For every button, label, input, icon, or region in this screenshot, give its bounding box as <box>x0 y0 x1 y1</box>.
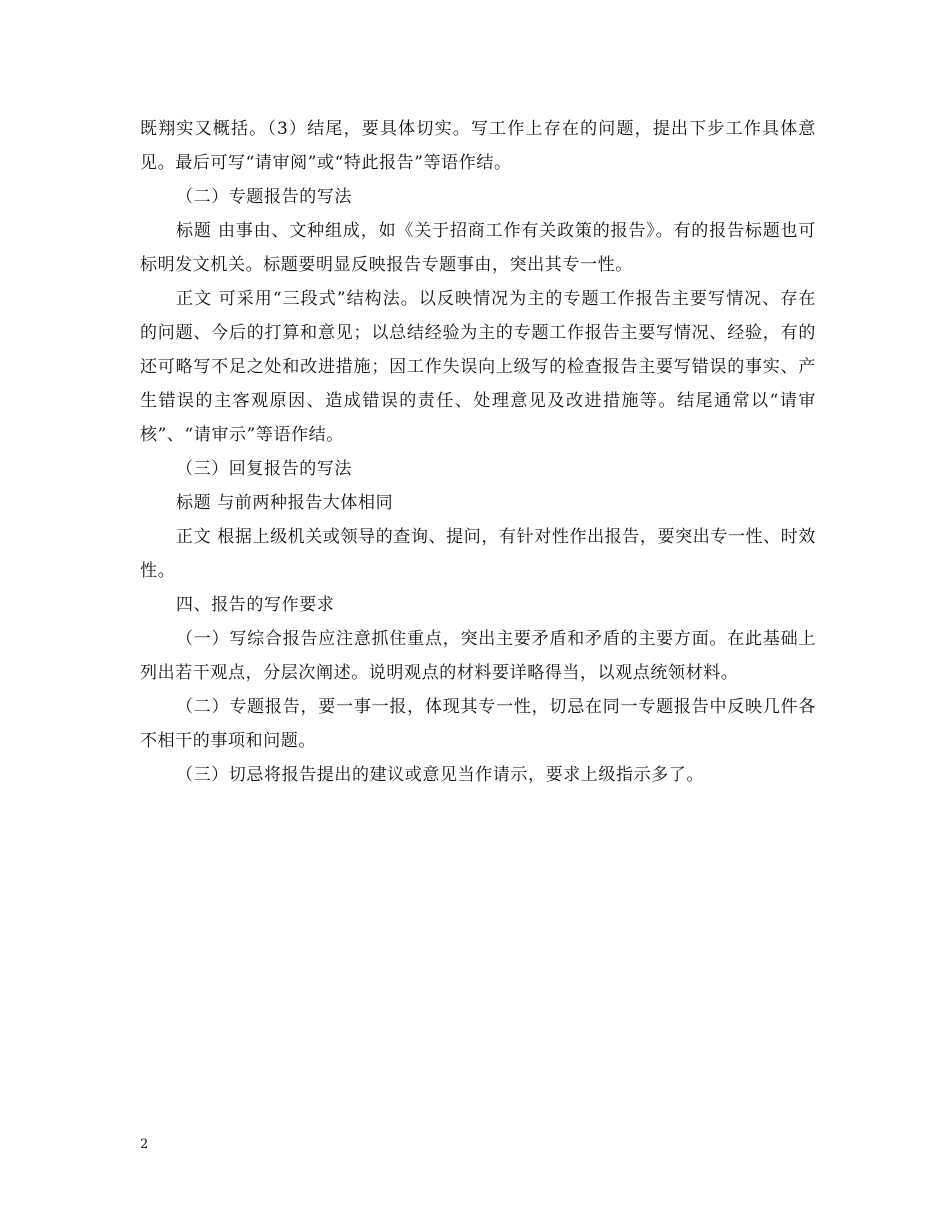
paragraph-reply-title: 标题 与前两种报告大体相同 <box>176 493 394 513</box>
paragraph-reply-body: 正文 根据上级机关或领导的查询、提问，有针对性作出报告，要突出专一性、时效性。 <box>140 527 816 581</box>
section-heading-requirements: 四、报告的写作要求 <box>176 595 335 615</box>
section-heading-special-report: （二）专题报告的写法 <box>176 187 352 207</box>
requirement-item-3: （三）切忌将报告提出的建议或意见当作请示，要求上级指示多了。 <box>176 765 704 785</box>
paragraph-special-body: 正文 可采用“三段式”结构法。以反映情况为主的专题工作报告主要写情况、存在的问题、今后的打算和意见；以总结经验为主的专题工作报告主要写情况、经验，有的还可略写不足之处和改进措施；因工作失误向上级写的检查报告主要写错误的事实、产生错误的主客观原因、造成错误的责任、处理意见及改进措施等。结尾通常以“请审核”、“请审示”等语作结。 <box>140 289 816 445</box>
requirement-item-2: （二）专题报告，要一事一报，体现其专一性，切忌在同一专题报告中反映几件各不相干的事项和问题。 <box>140 697 816 751</box>
paragraph-special-title: 标题 由事由、文种组成，如《关于招商工作有关政策的报告》。有的报告标题也可标明发文机关。标题要明显反映报告专题事由，突出其专一性。 <box>140 221 816 275</box>
paragraph-1: 既翔实又概括。（3）结尾，要具体切实。写工作上存在的问题，提出下步工作具体意见。最后可写“请审阅”或“特此报告”等语作结。 <box>140 119 816 173</box>
requirement-item-1: （一）写综合报告应注意抓住重点，突出主要矛盾和矛盾的主要方面。在此基础上列出若干观点，分层次阐述。说明观点的材料要详略得当，以观点统领材料。 <box>140 629 816 683</box>
section-heading-reply-report: （三）回复报告的写法 <box>176 459 352 479</box>
page-number: 2 <box>140 1137 149 1152</box>
body-text <box>140 112 816 792</box>
